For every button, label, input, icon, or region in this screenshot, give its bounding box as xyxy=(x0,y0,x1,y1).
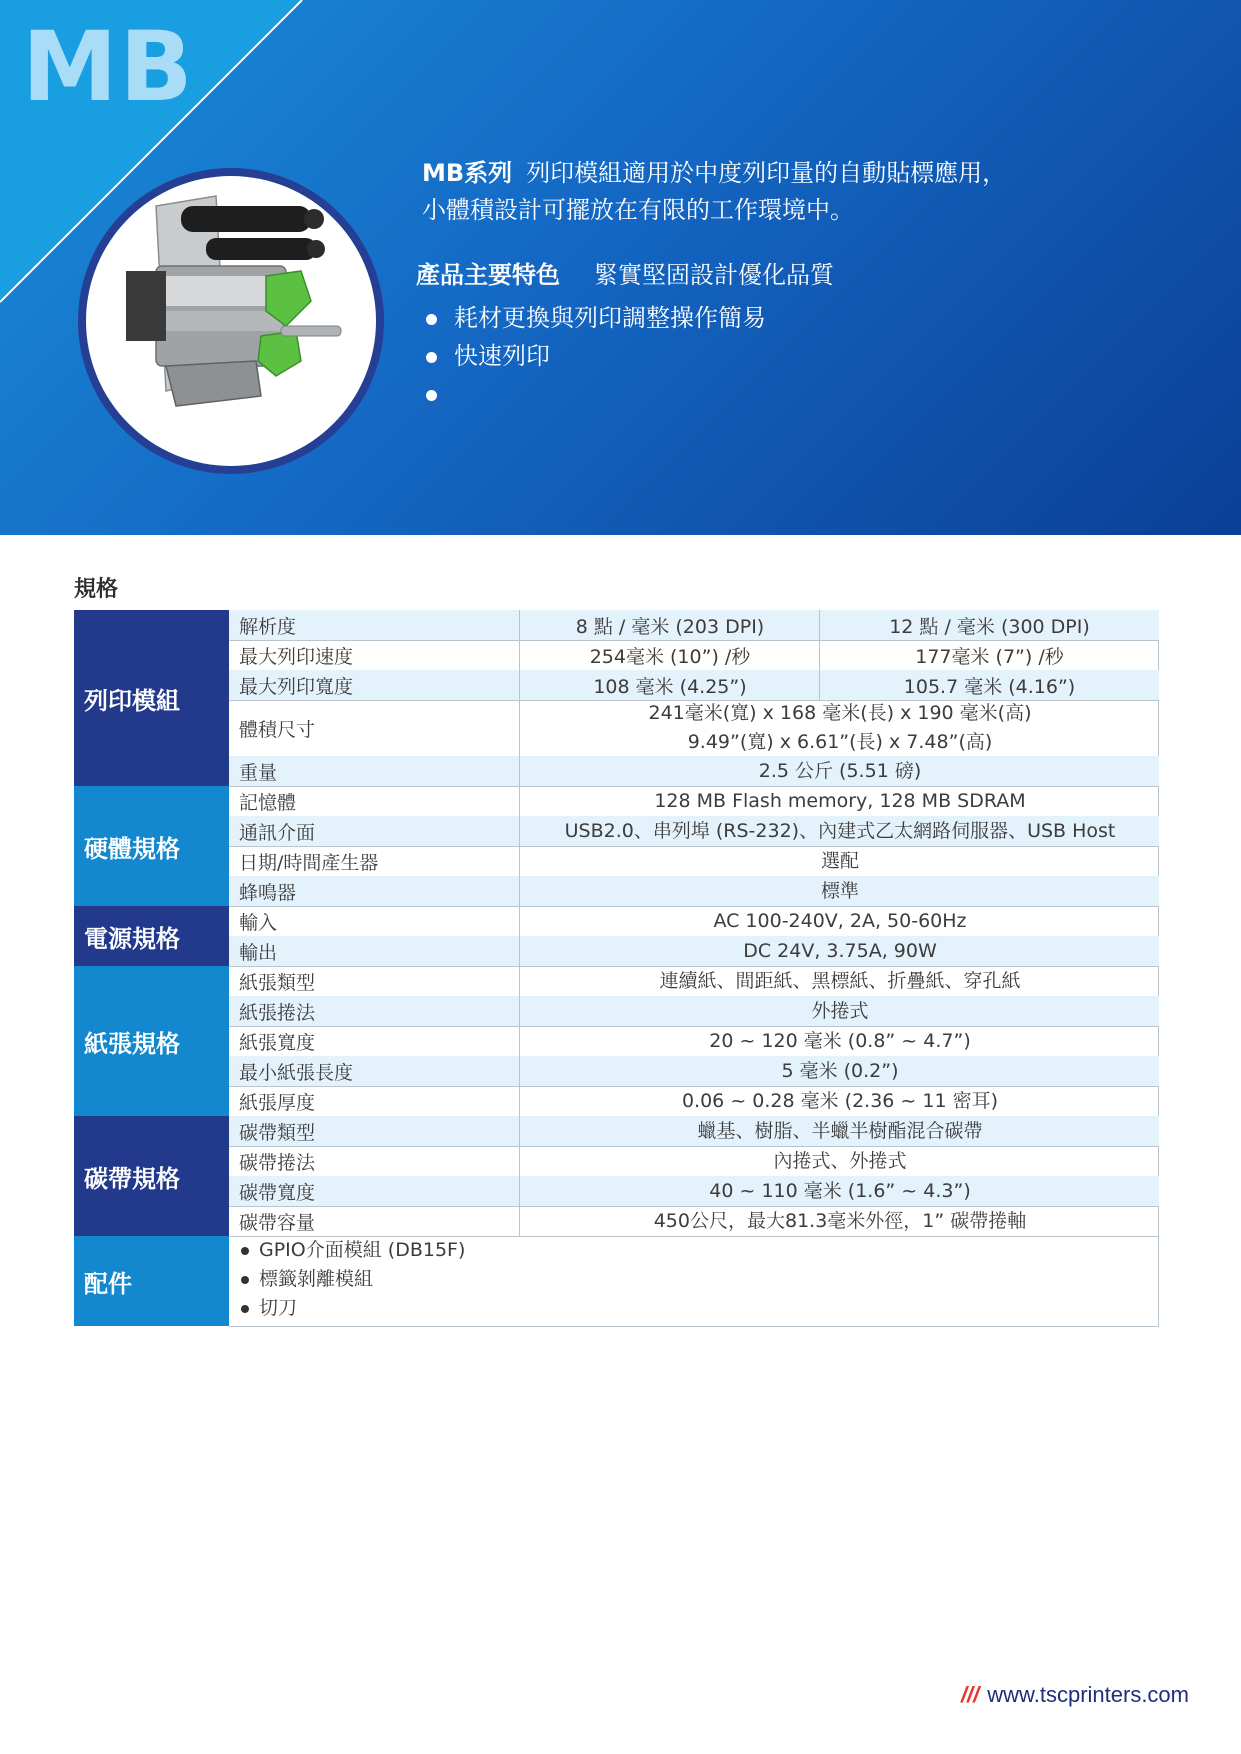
footer-slashes: /// xyxy=(960,1682,980,1707)
list-item: GPIO介面模組 (DB15F) xyxy=(229,1236,1159,1265)
features-section xyxy=(416,255,1216,413)
category-hardware: 硬體規格 xyxy=(74,786,229,906)
category-ribbon: 碳帶規格 xyxy=(74,1116,229,1236)
feature-item xyxy=(416,375,1216,413)
table-row: 輸出 DC 24V, 3.75A, 90W xyxy=(229,936,1159,967)
table-row: 最大列印速度 254毫米 (10”) /秒 177毫米 (7”) /秒 xyxy=(229,640,1159,671)
table-row: 日期/時間產生器 選配 xyxy=(229,846,1159,877)
bullet-icon xyxy=(426,314,437,325)
product-image xyxy=(86,176,376,466)
intro-brand: MB系列 xyxy=(422,159,513,187)
features-heading-sub: 緊實堅固設計優化品質 xyxy=(594,261,834,289)
bullet-icon xyxy=(426,352,437,363)
list-item: 切刀 xyxy=(229,1294,1159,1323)
intro-line-2: 小體積設計可擺放在有限的工作環境中。 xyxy=(422,196,854,224)
bullet-icon xyxy=(241,1247,249,1255)
category-power: 電源規格 xyxy=(74,906,229,966)
table-row: 紙張厚度 0.06 ~ 0.28 毫米 (2.36 ~ 11 密耳) xyxy=(229,1086,1159,1117)
list-item: 標籤剝離模組 xyxy=(229,1265,1159,1294)
category-paper: 紙張規格 xyxy=(74,966,229,1116)
table-row: 體積尺寸 241毫米(寬) x 168 毫米(長) x 190 毫米(高) 9.49”(寬) x 6.61”(長) x 7.48”(高) xyxy=(229,700,1159,757)
table-row: 紙張寬度 20 ~ 120 毫米 (0.8” ~ 4.7”) xyxy=(229,1026,1159,1057)
table-row: 輸入 AC 100-240V, 2A, 50-60Hz xyxy=(229,906,1159,937)
table-row: 記憶體 128 MB Flash memory, 128 MB SDRAM xyxy=(229,786,1159,817)
category-accessories: 配件 xyxy=(74,1236,229,1326)
table-row: 最小紙張長度 5 毫米 (0.2”) xyxy=(229,1056,1159,1087)
table-row: 紙張捲法 外捲式 xyxy=(229,996,1159,1027)
table-row: 解析度 8 點 / 毫米 (203 DPI) 12 點 / 毫米 (300 DPI) xyxy=(229,610,1159,641)
accessories-list xyxy=(229,1236,1159,1327)
hero-banner xyxy=(0,0,1241,535)
table-row: 碳帶寬度 40 ~ 110 毫米 (1.6” ~ 4.3”) xyxy=(229,1176,1159,1207)
table-row: 通訊介面 USB2.0、串列埠 (RS-232)、內建式乙太網路伺服器、USB Host xyxy=(229,816,1159,847)
category-print-module: 列印模組 xyxy=(74,610,229,786)
footer xyxy=(961,1680,1189,1710)
spec-title: 規格 xyxy=(74,577,119,602)
intro-line-1: 列印模組適用於中度列印量的自動貼標應用， xyxy=(526,159,1007,187)
print-module-illustration xyxy=(86,176,376,466)
table-row: 碳帶容量 450公尺，最大81.3毫米外徑，1” 碳帶捲軸 xyxy=(229,1206,1159,1237)
website-link[interactable]: www.tscprinters.com xyxy=(987,1682,1189,1707)
table-row: 蜂鳴器 標準 xyxy=(229,876,1159,907)
features-heading: 產品主要特色 xyxy=(416,261,560,289)
table-row: 碳帶類型 蠟基、樹脂、半蠟半樹酯混合碳帶 xyxy=(229,1116,1159,1147)
bullet-icon xyxy=(241,1305,249,1313)
table-row: 最大列印寬度 108 毫米 (4.25”) 105.7 毫米 (4.16”) xyxy=(229,670,1159,701)
feature-item: 耗材更換與列印調整操作簡易 xyxy=(416,299,1216,337)
series-logo: MB xyxy=(22,11,195,123)
bullet-icon xyxy=(426,390,437,401)
intro-text xyxy=(422,155,1222,229)
table-row: 重量 2.5 公斤 (5.51 磅) xyxy=(229,756,1159,787)
table-row: 碳帶捲法 內捲式、外捲式 xyxy=(229,1146,1159,1177)
feature-item: 快速列印 xyxy=(416,337,1216,375)
table-row: 紙張類型 連續紙、間距紙、黑標紙、折疊紙、穿孔紙 xyxy=(229,966,1159,997)
bullet-icon xyxy=(241,1276,249,1284)
